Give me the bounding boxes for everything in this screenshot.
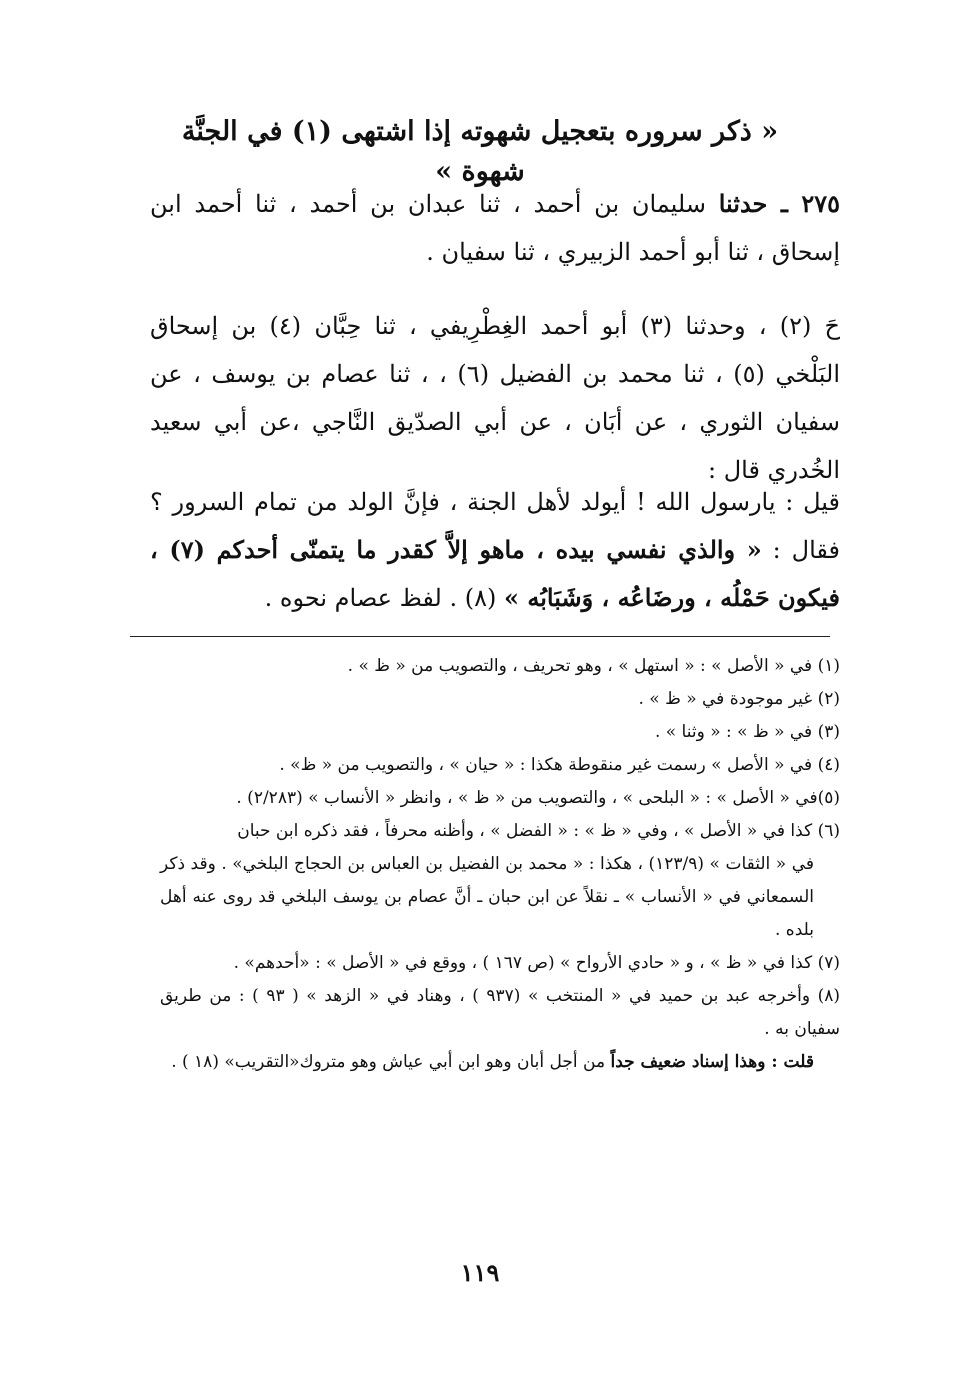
footnote-continuation: في « الثقات » (١٢٣/٩) ، هكذا : « محمد بن الفضيل بن العباس بن الحجاج البلخي» . وقد ذكر السمعاني في « الأنساب » ـ نقلاً عن ابن حبان ـ أنَّ عصام بن يوسف البلخي قد روى عنه أهل بلده . xyxy=(160,854,814,940)
matn-answer: « والذي نفسي بيده ، ماهو إلاَّ كقدر ما يتمنّى أحدكم (٧) ، فيكون حَمْلُه ، ورضَاعُه ، وَشَبَابُه » xyxy=(150,535,840,612)
footnotes xyxy=(160,650,840,1079)
page-number: ١١٩ xyxy=(460,1258,500,1287)
isnad-text-2: حَ (٢) ، وحدثنا (٣) أبو أحمد الغِطْرِيفي ، ثنا حِبَّان (٤) بن إسحاق البَلْخي (٥) ، ثنا محمد بن الفضيل (٦) ، ، ثنا عصام بن يوسف ، عن سفيان الثوري ، عن أبَان ، عن أبي الصدّيق النَّاجي ،عن أبي سعيد الخُدري قال : xyxy=(150,312,841,484)
footnote: (٢) غير موجودة في « ظ » . xyxy=(638,689,840,709)
comment-bold: قلت : وهذا إسناد ضعيف جداً xyxy=(610,1052,814,1072)
comment-text: من أجل أبان وهو ابن أبي عياش وهو متروك«التقريب» (١٨ ) . xyxy=(171,1052,606,1072)
paragraph-isnad-2 xyxy=(150,302,840,494)
footnote: (٤) في « الأصل » رسمت غير منقوطة هكذا : « حيان » ، والتصويب من « ظ» . xyxy=(279,755,840,775)
chapter-title: « ذكر سروره بتعجيل شهوته إذا اشتهى (١) في الجنَّة شهوة » xyxy=(181,116,779,187)
footnote: (٧) كذا في « ظ » ، و « حادي الأرواح » (ص ١٦٧ ) ، ووقع في « الأصل » : «أحدهم» . xyxy=(233,953,840,973)
footnote: (٦) كذا في « الأصل » ، وفي « ظ » : « الفضل » ، وأظنه محرفاً ، فقد ذكره ابن حبان xyxy=(237,821,840,841)
footnote-separator xyxy=(130,636,830,637)
isnad-text-1: سليمان بن أحمد ، ثنا عبدان بن أحمد ، ثنا أحمد ابن إسحاق ، ثنا أبو أحمد الزبيري ، ثنا سفيان . xyxy=(150,190,840,266)
paragraph-isnad-1 xyxy=(150,180,840,276)
footnote: (٨) وأخرجه عبد بن حميد في « المنتخب » (٩٣٧ ) ، وهناد في « الزهد » ( ٩٣ ) : من طريق سفيان به . xyxy=(160,986,841,1039)
matn-question: قيل : يارسول الله ! أيولد لأهل الجنة ، فإنَّ الولد من تمام السرور ؟ فقال : xyxy=(150,488,840,564)
footnote: (١) في « الأصل » : « استهل » ، وهو تحريف ، والتصويب من « ظ » . xyxy=(347,656,840,676)
hadith-number: ٢٧٥ ـ حدثنا xyxy=(718,189,840,218)
footnote: (٣) في « ظ » : « وثنا » . xyxy=(654,722,840,742)
paragraph-matn xyxy=(150,478,840,622)
footnote: (٥)في « الأصل » : « البلحى » ، والتصويب من « ظ » ، وانظر « الأنساب » (٢/٢٨٣) . xyxy=(236,788,840,808)
matn-end: (٨) . لفظ عصام نحوه . xyxy=(264,584,497,612)
footnote-comment xyxy=(160,1046,840,1079)
